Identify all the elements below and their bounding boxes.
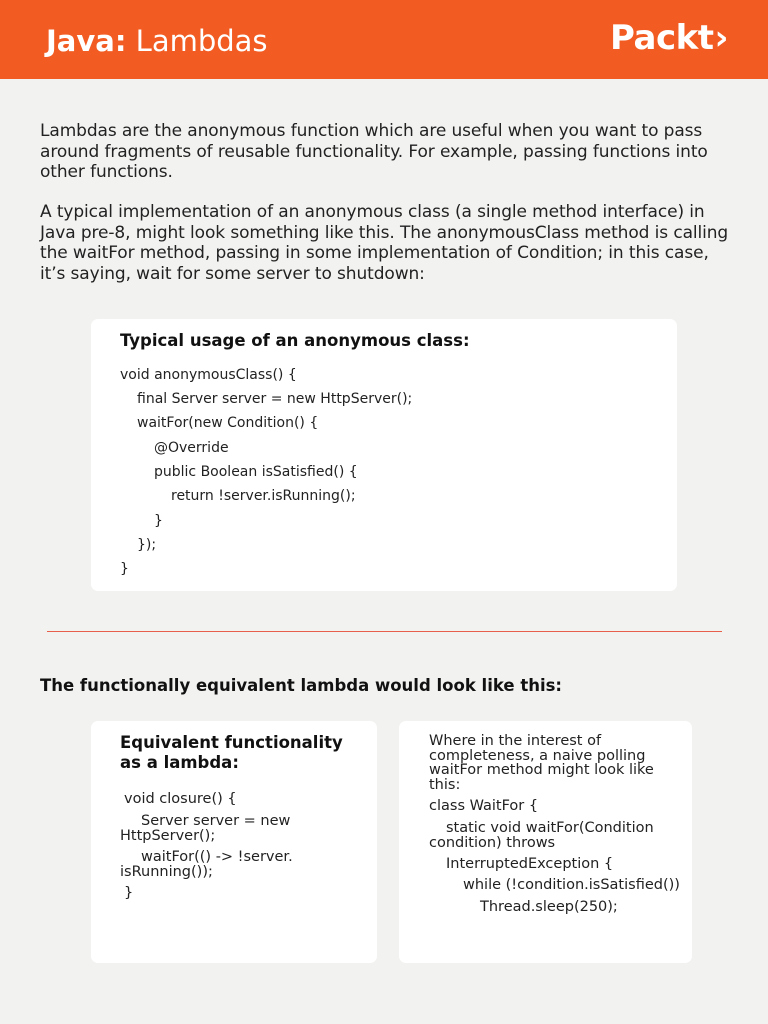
lambda-card-title-line: Equivalent functionality bbox=[120, 733, 343, 752]
lambda-card bbox=[91, 721, 377, 963]
polling-card bbox=[399, 721, 692, 963]
code-line: static void waitFor(Condition bbox=[446, 820, 654, 836]
code-line: @Override bbox=[154, 440, 229, 456]
header-bar bbox=[0, 0, 768, 79]
code-line: waitFor(() -> !server. bbox=[141, 849, 293, 865]
lambda-card-title bbox=[120, 733, 343, 773]
packt-logo bbox=[610, 18, 728, 58]
code-line: while (!condition.isSatisfied()) bbox=[463, 877, 680, 893]
intro-paragraph-2: A typical implementation of an anonymous class (a single method interface) in Java pre-8, might look something like this. The anonymousClass method is calling the waitFor method, passing in some implementation of Condition; in this case, it’s saying, wait for some server to shutdown: bbox=[40, 202, 729, 284]
polling-intro-line: completeness, a naive polling bbox=[429, 748, 646, 764]
page-title-bold: Java: bbox=[46, 24, 127, 58]
lambda-card-title-line: as a lambda: bbox=[120, 753, 239, 772]
code-line: }); bbox=[137, 537, 157, 553]
polling-intro-line: waitFor method might look like bbox=[429, 762, 654, 778]
page-title-rest: Lambdas bbox=[126, 24, 268, 58]
code-line: final Server server = new HttpServer(); bbox=[137, 391, 413, 407]
lambda-section-heading: The functionally equivalent lambda would look like this: bbox=[40, 676, 563, 695]
code-line: condition) throws bbox=[429, 835, 556, 851]
logo-arrow: › bbox=[714, 18, 728, 58]
code-line: } bbox=[154, 513, 163, 529]
code-line: public Boolean isSatisfied() { bbox=[154, 464, 358, 480]
code-line: isRunning()); bbox=[120, 864, 213, 880]
section-divider bbox=[47, 631, 722, 632]
code-line: void anonymousClass() { bbox=[120, 367, 297, 383]
code-line: } bbox=[120, 561, 129, 577]
polling-intro-line: Where in the interest of bbox=[429, 733, 602, 749]
code-line: } bbox=[124, 885, 134, 901]
code-line: Server server = new bbox=[141, 813, 291, 829]
code-line: HttpServer(); bbox=[120, 828, 216, 844]
page-title bbox=[46, 24, 268, 58]
anonymous-class-card bbox=[91, 319, 677, 591]
intro-paragraph-1: Lambdas are the anonymous function which are useful when you want to pass around fragments of reusable functionality. For example, passing functions into other functions. bbox=[40, 121, 708, 182]
polling-intro-line: this: bbox=[429, 777, 461, 793]
code-line: waitFor(new Condition() { bbox=[137, 415, 319, 431]
logo-text: Packt bbox=[610, 18, 714, 58]
code-line: void closure() { bbox=[124, 791, 237, 807]
anonymous-class-card-title: Typical usage of an anonymous class: bbox=[120, 331, 470, 350]
code-line: Thread.sleep(250); bbox=[480, 899, 618, 915]
code-line: return !server.isRunning(); bbox=[171, 488, 356, 504]
code-line: InterruptedException { bbox=[446, 856, 614, 872]
code-line: class WaitFor { bbox=[429, 798, 539, 814]
